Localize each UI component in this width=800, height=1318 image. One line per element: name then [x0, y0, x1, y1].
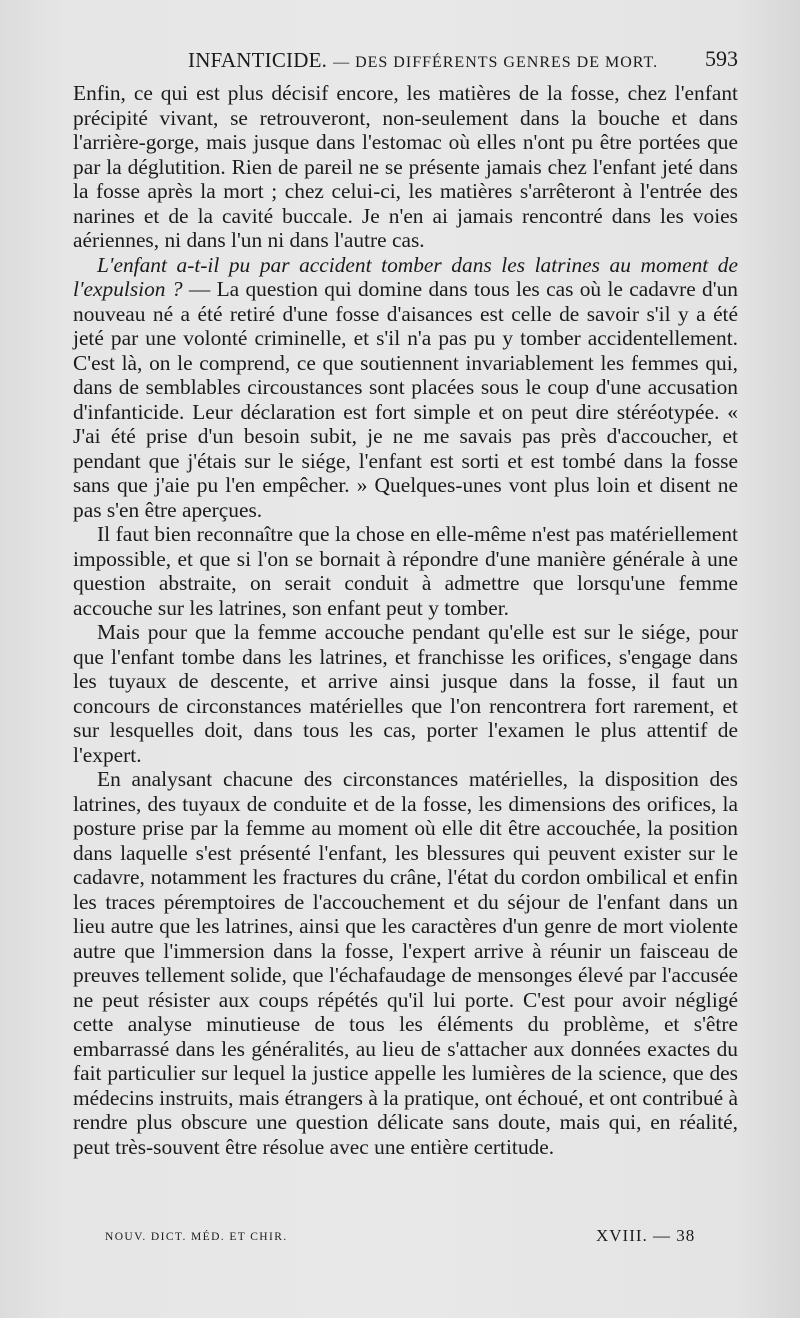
body-text	[73, 81, 738, 1159]
paragraph-4: Mais pour que la femme accouche pendant qu'elle est sur le siége, pour que l'enfant tombe dans les latrines, et franchisse les orifices, s'engage dans les tuyaux de descente, et arrive ainsi jusque dans la fosse, il faut un concours de circonstances matérielles que l'on rencontrera fort rarement, et sur lesquelles doit, dans tous les cas, porter l'examen le plus attentif de l'expert.	[73, 620, 738, 767]
section-question-heading: L'enfant a-t-il pu par accident tomber dans les latrines au moment de l'expulsion ?	[73, 252, 738, 301]
footer-signature: NOUV. DICT. MÉD. ET CHIR.	[105, 1231, 288, 1243]
page-footer	[0, 1226, 800, 1250]
footer-volume-sheet: XVIII. — 38	[596, 1226, 696, 1245]
paragraph-2	[73, 253, 738, 523]
page-number: 593	[705, 46, 738, 71]
running-title	[188, 48, 658, 73]
header-subtitle: — DES DIFFÉRENTS GENRES DE MORT.	[333, 54, 659, 71]
paragraph-5: En analysant chacune des circonstances matérielles, la disposition des latrines, des tuyaux de conduite et de la fosse, les dimensions des orifices, la posture prise par la femme au moment où elle dit être accouchée, la position dans laquelle s'est présenté l'enfant, les blessures qui peuvent exister sur le cadavre, notamment les fractures du crâne, l'état du cordon ombilical et enfin les traces péremptoires de l'accouchement et du séjour de l'enfant dans un lieu autre que les latrines, ainsi que les caractères d'un genre de mort violente autre que l'immersion dans la fosse, l'expert arrive à réunir un faisceau de preuves tellement solide, que l'échafaudage de mensonges élevé par l'accusée ne peut résister aux coups répétés qu'il lui porte. C'est pour avoir négligé cette analyse minutieuse de tous les éléments du problème, et s'être embarrassé dans les généralités, au lieu de s'attacher aux données exactes du fait particulier sur lequel la justice appelle les lumières de la science, que des médecins instruits, mais étrangers à la pratique, ont échoué, et ont contribué à rendre plus obscure une question délicate sans doute, mais qui, en réalité, peut très-souvent être résolue avec une entière certitude.	[73, 767, 738, 1159]
paragraph-3: Il faut bien reconnaître que la chose en elle-même n'est pas matériellement impossible, et que si l'on se bornait à répondre d'une manière générale à une question abstraite, on serait conduit à admettre que lorsqu'une femme accouche sur les latrines, son enfant peut y tomber.	[73, 522, 738, 620]
paragraph-2-text: — La question qui domine dans tous les cas où le cadavre d'un nouveau né a été retiré d'une fosse d'aisances est celle de savoir s'il y a été jeté par une volonté criminelle, et s'il n'a pas pu y tomber accidentellement. C'est là, on le comprend, ce que soutiennent invariablement les femmes qui, dans de semblables circoustances sont placées sous le coup d'une accusation d'infanticide. Leur déclaration est fort simple et on peut dire stéréotypée. « J'ai été prise d'un besoin subit, je ne me savais pas près d'accoucher, et pendant que j'étais sur le siége, l'enfant est sorti et est tombé dans la fosse sans que j'aie pu l'en empêcher. » Quelques-unes vont plus loin et disent ne pas s'en être aperçues.	[73, 277, 738, 522]
paragraph-1: Enfin, ce qui est plus décisif encore, les matières de la fosse, chez l'enfant précipité vivant, se retrouveront, non-seulement dans la bouche et dans l'arrière-gorge, mais jusque dans l'estomac où elles n'ont pu être portées que par la déglutition. Rien de pareil ne se présente jamais chez l'enfant jeté dans la fosse après la mort ; chez celui-ci, les matières s'arrêteront à l'entrée des narines et de la cavité buccale. Je n'en ai jamais rencontré dans les voies aériennes, ni dans l'un ni dans l'autre cas.	[73, 81, 738, 252]
running-header	[0, 44, 800, 78]
header-title: INFANTICIDE.	[188, 48, 328, 72]
